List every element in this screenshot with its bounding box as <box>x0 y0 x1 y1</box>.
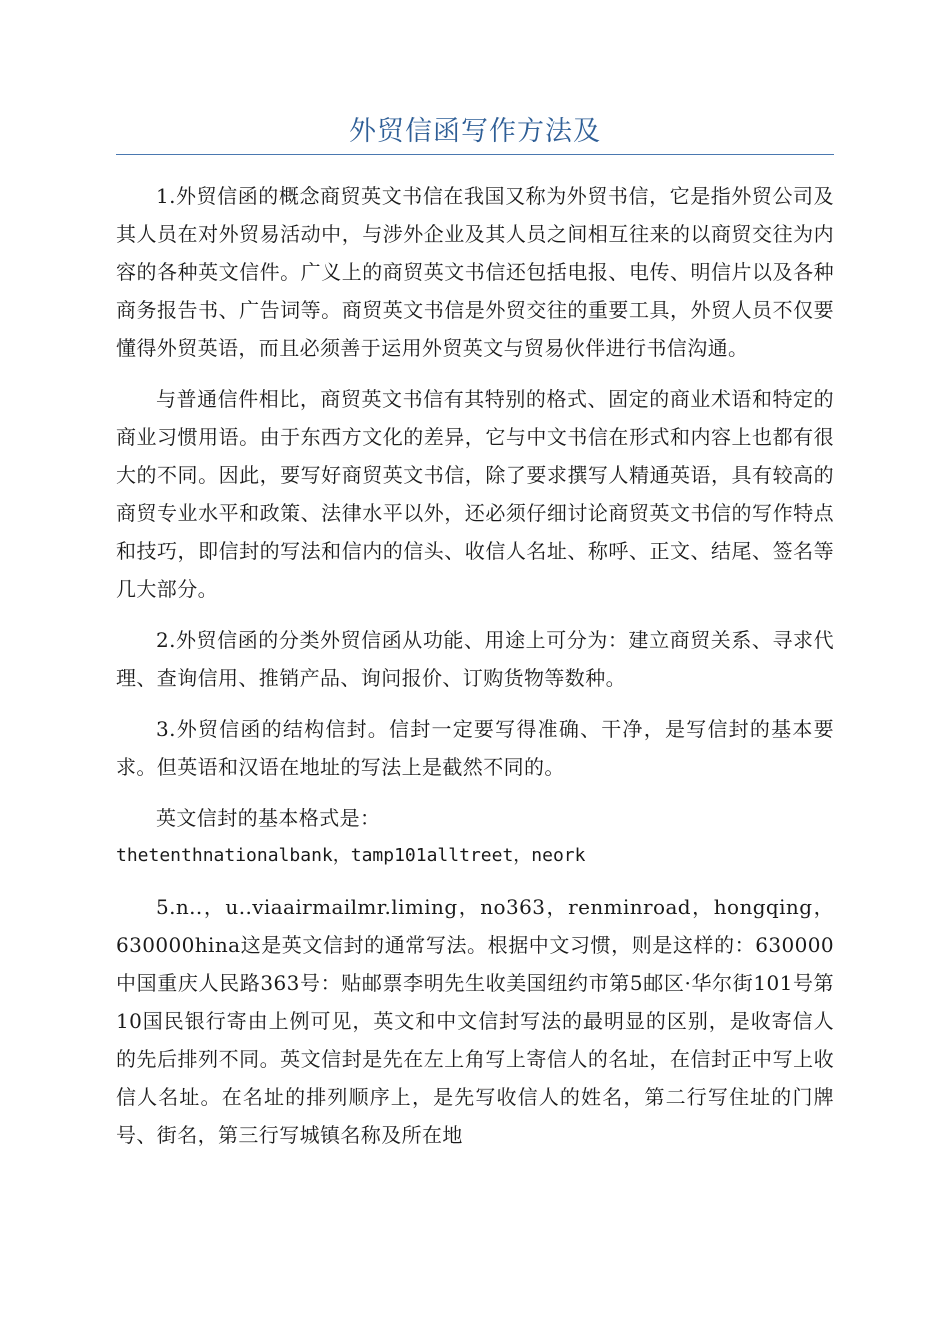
paragraph-envelope-format-label: 英文信封的基本格式是： <box>156 806 381 830</box>
paragraph-concept: 1.外贸信函的概念商贸英文书信在我国又称为外贸书信，它是指外贸公司及其人员在对外贸易活动中，与涉外企业及其人员之间相互往来的以商贸交往为内容的各种英文信件。广义上的商贸英文书信还包括电报、电传、明信片以及各种商务报告书、广告词等。商贸英文书信是外贸交往的重要工具，外贸人员不仅要懂得外贸英语，而且必须善于运用外贸英文与贸易伙伴进行书信沟通。 <box>116 184 834 360</box>
title-underline <box>116 154 834 155</box>
document-body <box>116 177 834 1154</box>
paragraph-envelope-explanation: 5.n..，u..viaairmailmr.liming，no363，renminroad，hongqing，630000hina这是英文信封的通常写法。根据中文习惯，则是这样的：630000中国重庆人民路363号：贴邮票李明先生收美国纽约市第5邮区·华尔街101号第10国民银行寄由上例可见，英文和中文信封写法的最明显的区别，是收寄信人的先后排列不同。英文信封是先在左上角写上寄信人的名址，在信封正中写上收信人名址。在名址的排列顺序上，是先写收信人的姓名，第二行写住址的门牌号、街名，第三行写城镇名称及所在地 <box>116 895 834 1147</box>
document-title: 外贸信函写作方法及 <box>349 116 601 147</box>
document-page <box>116 0 834 1167</box>
paragraph-structure: 3.外贸信函的结构信封。信封一定要写得准确、干净，是写信封的基本要求。但英语和汉语在地址的写法上是截然不同的。 <box>116 717 834 779</box>
paragraph-classification: 2.外贸信函的分类外贸信函从功能、用途上可分为：建立商贸关系、寻求代理、查询信用、推销产品、询问报价、订购货物等数种。 <box>116 628 834 690</box>
paragraph-envelope-example-line: thetenthnationalbank，tamp101alltreet，neork <box>116 845 586 866</box>
paragraph-comparison: 与普通信件相比，商贸英文书信有其特别的格式、固定的商业术语和特定的商业习惯用语。由于东西方文化的差异，它与中文书信在形式和内容上也都有很大的不同。因此，要写好商贸英文书信，除了要求撰写人精通英语，具有较高的商贸专业水平和政策、法律水平以外，还必须仔细讨论商贸英文书信的写作特点和技巧，即信封的写法和信内的信头、收信人名址、称呼、正文、结尾、签名等几大部分。 <box>116 387 834 601</box>
